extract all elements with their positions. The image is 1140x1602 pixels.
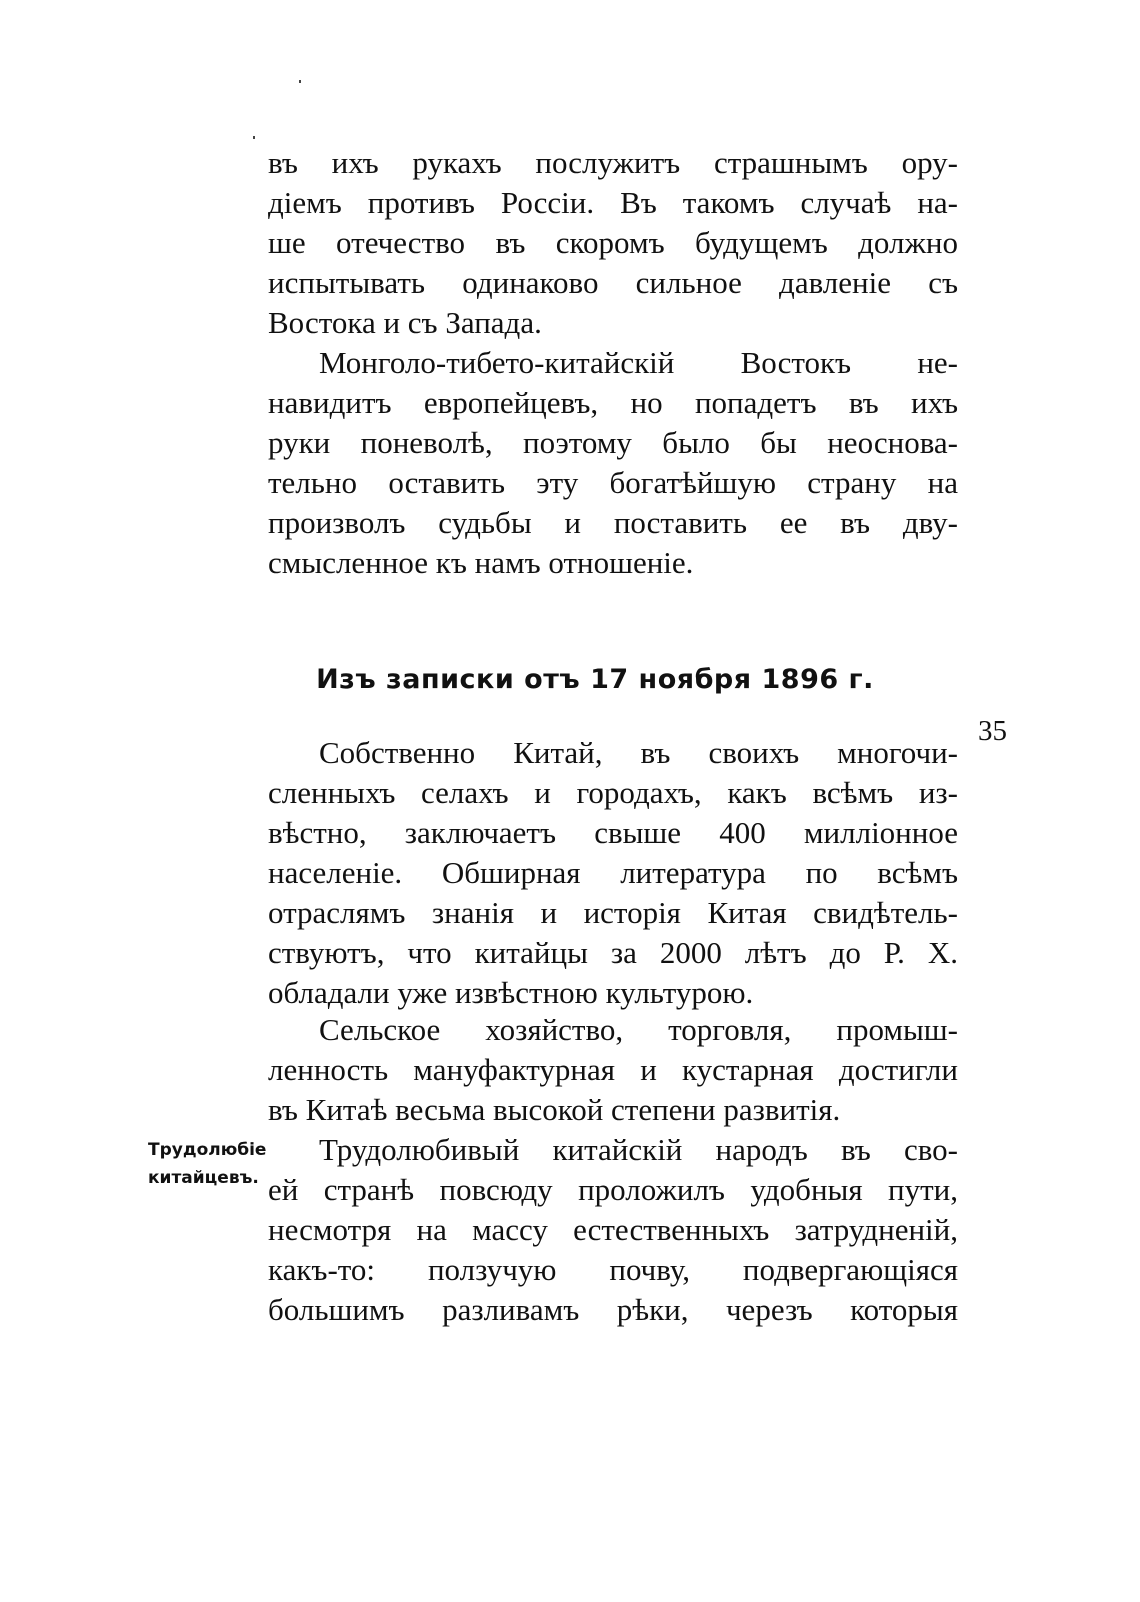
paragraph-2 bbox=[268, 343, 958, 583]
text-line: смысленное къ намъ отношеніе. bbox=[268, 545, 694, 580]
text-line: въ Китаѣ весьма высокой степени развитія. bbox=[268, 1092, 841, 1127]
paragraph-1 bbox=[268, 143, 958, 343]
text-line: навидитъ европейцевъ, но попадетъ въ ихъ bbox=[268, 385, 958, 420]
text-line: Востока и съ Запада. bbox=[268, 305, 542, 340]
text-line: въ ихъ рукахъ послужитъ страшнымъ ору- bbox=[268, 145, 958, 180]
text-line: сленныхъ селахъ и городахъ, какъ всѣмъ из- bbox=[268, 775, 958, 810]
text-line: обладали уже извѣстною культурою. bbox=[268, 975, 754, 1010]
section-heading: Изъ записки отъ 17 ноября 1896 г. bbox=[316, 664, 874, 695]
text-line: испытывать одинаково сильное давленіе съ bbox=[268, 265, 958, 300]
text-line: ше отечество въ скоромъ будущемъ должно bbox=[268, 225, 958, 260]
text-line: большимъ разливамъ рѣки, черезъ которыя bbox=[268, 1292, 958, 1327]
page-number: 35 bbox=[978, 715, 1007, 747]
text-line: вѣстно, заключаетъ свыше 400 милліонное bbox=[268, 815, 958, 850]
text-line: отраслямъ знанія и исторія Китая свидѣтель- bbox=[268, 895, 958, 930]
text-line: ствуютъ, что китайцы за 2000 лѣтъ до Р. Х. bbox=[268, 935, 958, 970]
text-line: ей странѣ повсюду проложилъ удобныя пути, bbox=[268, 1172, 958, 1207]
text-line: руки поневолѣ, поэтому было бы неоснова- bbox=[268, 425, 958, 460]
text-line: ленность мануфактурная и кустарная достигли bbox=[268, 1052, 958, 1087]
paragraph-4 bbox=[268, 1010, 958, 1130]
paragraph-3 bbox=[268, 733, 958, 1013]
text-line: несмотря на массу естественныхъ затрудненій, bbox=[268, 1212, 958, 1247]
margin-note-line: Трудолюбіе bbox=[148, 1140, 267, 1160]
text-line: Сельское хозяйство, торговля, промыш- bbox=[319, 1012, 958, 1047]
text-line: Собственно Китай, въ своихъ многочи- bbox=[319, 735, 958, 770]
text-line: населеніе. Обширная литература по всѣмъ bbox=[268, 855, 958, 890]
text-line: діемъ противъ Россіи. Въ такомъ случаѣ на- bbox=[268, 185, 958, 220]
text-line: Трудолюбивый китайскій народъ въ сво- bbox=[319, 1132, 958, 1167]
text-line: произволъ судьбы и поставить ее въ дву- bbox=[268, 505, 958, 540]
scan-speck bbox=[299, 80, 301, 83]
paragraph-5 bbox=[268, 1130, 958, 1330]
margin-note bbox=[148, 1136, 266, 1192]
margin-note-line: китайцевъ. bbox=[148, 1168, 259, 1188]
scan-speck bbox=[253, 136, 255, 139]
text-line: тельно оставить эту богатѣйшую страну на bbox=[268, 465, 958, 500]
text-line: Монголо-тибето-китайскій Востокъ не- bbox=[319, 345, 958, 380]
text-line: какъ-то: ползучую почву, подвергающіяся bbox=[268, 1252, 958, 1287]
